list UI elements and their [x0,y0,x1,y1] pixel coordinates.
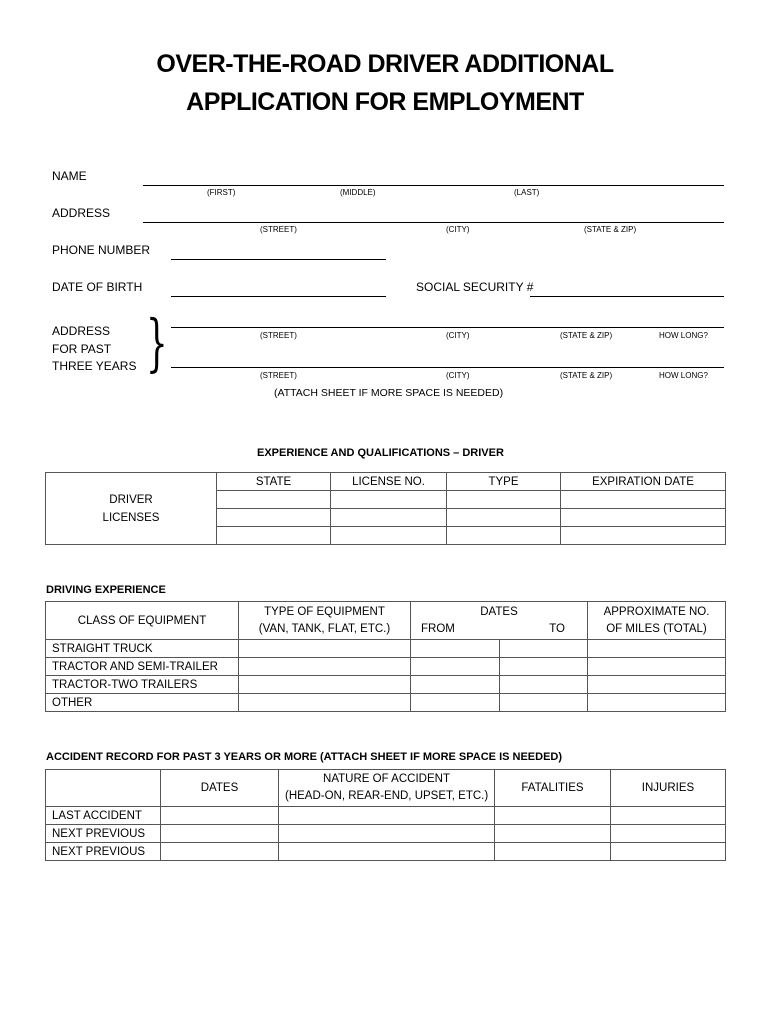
address-city-caption: (CITY) [446,225,470,234]
accident-corner-cell [46,770,161,807]
past-address-label-1: ADDRESS [52,324,111,338]
col-expiration-date: EXPIRATION DATE [561,473,726,491]
dob-field[interactable] [171,296,386,297]
license-cell[interactable] [217,527,331,545]
name-field[interactable] [143,185,724,186]
past-address-2-city-caption: (CITY) [446,371,470,380]
driver-licenses-label: DRIVER LICENSES [46,473,217,545]
col-approx-miles: APPROXIMATE NO. OF MILES (TOTAL) [588,602,726,640]
form-title-line1: OVER-THE-ROAD DRIVER ADDITIONAL [156,50,614,78]
accident-row-label: NEXT PREVIOUS [46,825,161,843]
form-title-line2: APPLICATION FOR EMPLOYMENT [186,88,584,116]
table-row [46,658,726,676]
table-row [46,694,726,712]
license-cell[interactable] [331,509,447,527]
equipment-class-label: OTHER [46,694,239,712]
table-row [46,640,726,658]
past-address-label-3: THREE YEARS [52,359,137,373]
accident-row-label: LAST ACCIDENT [46,807,161,825]
license-cell[interactable] [217,509,331,527]
col-type: TYPE [447,473,561,491]
col-state: STATE [217,473,331,491]
name-last-caption: (LAST) [514,188,540,197]
address-field[interactable] [143,222,724,223]
col-class-of-equipment: CLASS OF EQUIPMENT [46,602,239,640]
license-cell[interactable] [447,527,561,545]
phone-field[interactable] [171,259,386,260]
ssn-field[interactable] [530,296,724,297]
phone-label: PHONE NUMBER [52,243,151,257]
past-address-1-street-caption: (STREET) [260,331,297,340]
address-street-caption: (STREET) [260,225,297,234]
equipment-class-label: STRAIGHT TRUCK [46,640,239,658]
license-cell[interactable] [447,509,561,527]
license-cell[interactable] [561,527,726,545]
past-address-1-field[interactable] [171,327,724,328]
license-cell[interactable] [217,491,331,509]
past-address-label-2: FOR PAST [52,342,112,356]
equipment-class-label: TRACTOR AND SEMI-TRAILER [46,658,239,676]
license-cell[interactable] [561,509,726,527]
col-accident-dates: DATES [161,770,279,807]
ssn-label: SOCIAL SECURITY # [416,280,534,294]
accident-row-label: NEXT PREVIOUS [46,843,161,861]
past-address-2-state-zip-caption: (STATE & ZIP) [560,371,613,380]
past-address-2-street-caption: (STREET) [260,371,297,380]
license-cell[interactable] [447,491,561,509]
driving-experience-heading: DRIVING EXPERIENCE [46,584,166,596]
past-address-1-how-long-caption: HOW LONG? [659,331,708,340]
accident-record-heading: ACCIDENT RECORD FOR PAST 3 YEARS OR MORE (ATTACH SHEET IF MORE SPACE IS NEEDED) [46,751,563,763]
col-dates: DATES FROM TO [411,602,588,640]
name-first-caption: (FIRST) [207,188,236,197]
table-row [46,807,726,825]
license-cell[interactable] [561,491,726,509]
address-label: ADDRESS [52,206,111,220]
col-injuries: INJURIES [611,770,726,807]
past-address-1-state-zip-caption: (STATE & ZIP) [560,331,613,340]
col-license-no: LICENSE NO. [331,473,447,491]
license-cell[interactable] [331,491,447,509]
dob-label: DATE OF BIRTH [52,280,143,294]
licenses-table [45,472,726,545]
address-state-zip-caption: (STATE & ZIP) [584,225,637,234]
col-fatalities: FATALITIES [495,770,611,807]
past-address-2-how-long-caption: HOW LONG? [659,371,708,380]
curly-brace-icon: } [146,306,168,379]
past-address-2-field[interactable] [171,367,724,368]
table-row [46,843,726,861]
col-to: TO [549,622,565,635]
col-type-of-equipment: TYPE OF EQUIPMENT (VAN, TANK, FLAT, ETC.) [239,602,411,640]
table-row [46,825,726,843]
name-label: NAME [52,169,87,183]
past-address-1-city-caption: (CITY) [446,331,470,340]
col-from: FROM [421,622,455,635]
license-cell[interactable] [331,527,447,545]
attach-sheet-note: (ATTACH SHEET IF MORE SPACE IS NEEDED) [274,387,504,399]
driving-experience-table [45,601,726,712]
table-row [46,676,726,694]
col-nature-of-accident: NATURE OF ACCIDENT (HEAD-ON, REAR-END, UPSET, ETC.) [279,770,495,807]
name-middle-caption: (MIDDLE) [340,188,376,197]
accident-record-table [45,769,726,861]
experience-heading: EXPERIENCE AND QUALIFICATIONS – DRIVER [257,447,504,459]
equipment-class-label: TRACTOR-TWO TRAILERS [46,676,239,694]
